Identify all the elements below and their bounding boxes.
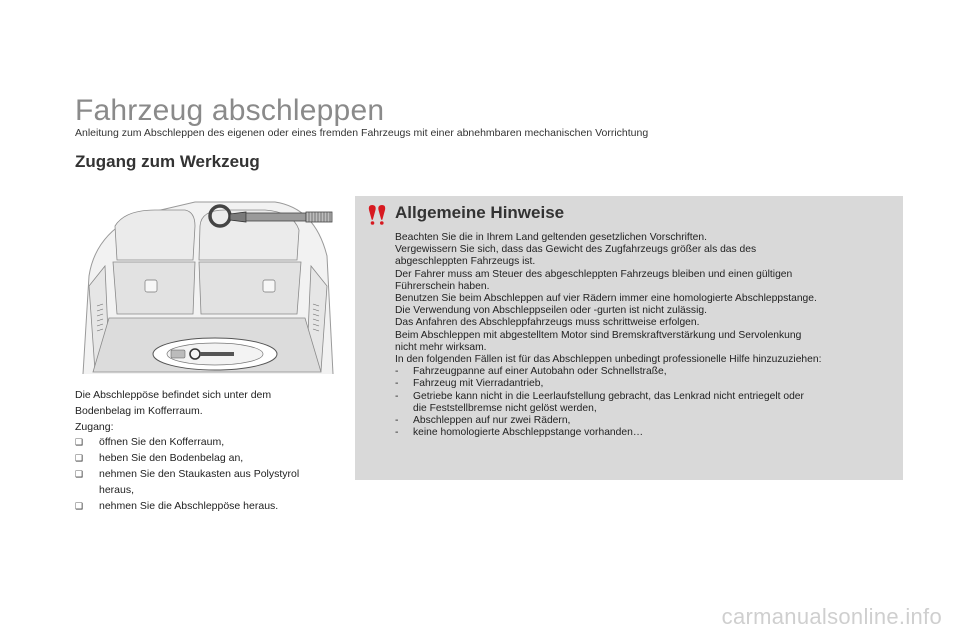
notice-paragraph: Das Anfahren des Abschleppfahrzeugs muss schrittweise erfolgen. xyxy=(395,317,700,329)
bullet-icon: ❑ xyxy=(75,468,84,479)
list-item: - Abschleppen auf nur zwei Rädern, xyxy=(395,415,571,427)
notice-title: Allgemeine Hinweise xyxy=(395,203,565,222)
notice-paragraph: Beim Abschleppen mit abgestelltem Motor sind Bremskraftverstärkung und Servolenkung nicht mehr wirksam. xyxy=(395,329,802,353)
notice-paragraph: Benutzen Sie beim Abschleppen auf vier Rädern immer eine homologierte Abschleppstange. xyxy=(395,293,817,305)
intro-line: Bodenbelag im Kofferraum. xyxy=(75,404,203,417)
access-instructions xyxy=(75,388,345,514)
warning-icon xyxy=(365,202,389,226)
list-item: ❑ heben Sie den Bodenbelag an, xyxy=(75,451,345,467)
access-steps xyxy=(75,435,345,514)
notice-paragraph: Der Fahrer muss am Steuer des abgeschleppten Fahrzeugs bleiben und einen gültigen Führerschein haben. xyxy=(395,268,793,292)
section-title: Zugang zum Werkzeug xyxy=(75,152,260,171)
notice-text xyxy=(395,232,890,439)
notice-paragraph: In den folgenden Fällen ist für das Abschleppen unbedingt professionelle Hilfe hinzuzuziehen: xyxy=(395,354,822,366)
list-item: ❑ öffnen Sie den Kofferraum, xyxy=(75,435,345,451)
list-item: ❑ nehmen Sie die Abschleppöse heraus. xyxy=(75,499,345,515)
list-item: - Getriebe kann nicht in die Leerlaufstellung gebracht, das Lenkrad nicht entriegelt oder die Feststellbremse nicht gelöst werden, xyxy=(395,390,804,414)
access-label: Zugang: xyxy=(75,420,114,433)
list-item: - Fahrzeug mit Vierradantrieb, xyxy=(395,378,544,390)
list-item: - Fahrzeugpanne auf einer Autobahn oder Schnellstraße, xyxy=(395,366,667,378)
notice-paragraph: Beachten Sie die in Ihrem Land geltenden gesetzlichen Vorschriften. xyxy=(395,232,707,243)
watermark: carmanualsonline.info xyxy=(721,604,942,629)
intro-text xyxy=(75,388,345,420)
notice-paragraph: Die Verwendung von Abschleppseilen oder -gurten ist nicht zulässig. xyxy=(395,305,707,317)
list-item: - keine homologierte Abschleppstange vorhanden… xyxy=(395,427,644,439)
list-item: ❑ nehmen Sie den Staukasten aus Polystyrol heraus, xyxy=(75,467,300,496)
bullet-icon: ❑ xyxy=(75,500,84,511)
notice-paragraph: Vergewissern Sie sich, dass das Gewicht des Zugfahrzeugs größer als das des abgeschleppten Fahrzeugs ist. xyxy=(395,244,757,268)
bullet-icon: ❑ xyxy=(75,453,84,464)
intro-line: Die Abschleppöse befindet sich unter dem xyxy=(75,389,272,401)
page-title: Fahrzeug abschleppen xyxy=(75,94,385,127)
tow-eye-illustration xyxy=(206,200,336,236)
general-notice-box xyxy=(355,196,903,480)
professional-help-cases xyxy=(395,366,890,439)
bullet-icon: ❑ xyxy=(75,437,84,448)
page-subtitle: Anleitung zum Abschleppen des eigenen oder eines fremden Fahrzeugs mit einer abnehmbaren mechanischen Vorrichtung xyxy=(75,127,649,139)
